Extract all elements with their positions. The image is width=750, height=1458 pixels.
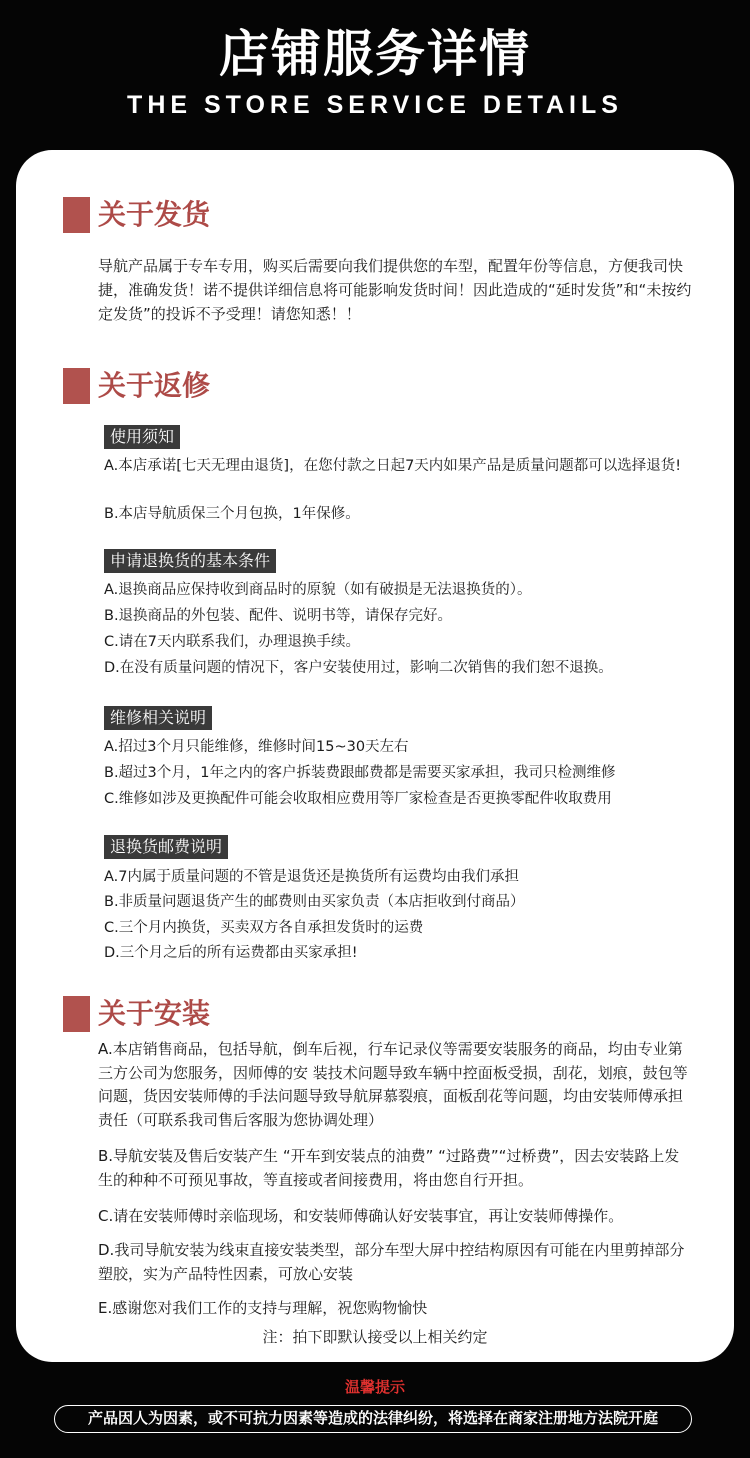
heading-marker [63, 368, 90, 404]
group-tag: 退换货邮费说明 [104, 835, 228, 859]
heading-marker [63, 197, 90, 233]
list-item: D.我司导航安装为线束直接安装类型，部分车型大屏中控结构原因有可能在内里剪掉部分塑胶，实为产品特性因素，可放心安装 [98, 1241, 685, 1283]
list-item: C.维修如涉及更换配件可能会收取相应费用等厂家检查是否更换零配件收取费用 [104, 791, 612, 807]
list-item: C.请在7天内联系我们，办理退换手续。 [104, 634, 360, 650]
list-item: B.超过3个月，1年之内的客户拆装费跟邮费都是需要买家承担，我司只检测维修 [104, 765, 616, 781]
list-item: C.三个月内换货，买卖双方各自承担发货时的运费 [104, 920, 424, 936]
section-heading: 关于发货 [98, 198, 211, 231]
list-item: B.非质量问题退货产生的邮费则由买家负责（本店拒收到付商品） [104, 894, 525, 910]
list-item: A.7内属于质量问题的不管是退货还是换货所有运费均由我们承担 [104, 869, 519, 885]
list-item: D.在没有质量问题的情况下，客户安装使用过，影响二次销售的我们恕不退换。 [104, 660, 613, 676]
page-title: 店铺服务详情 [219, 25, 531, 83]
list-item: A.本店销售商品，包括导航，倒车后视，行车记录仪等需要安装服务的商品，均由专业第三方公司为您服务，因师傅的安 装技术问题导致车辆中控面板受损，刮花，划痕，鼓包等问题，货因安装师傅的手法问题导致导航屏慕裂痕，面板刮花等问题，均由安装师傅承担责任（可联系我司售后客服为您协调处理） [98, 1040, 688, 1129]
agreement-note: 注：拍下即默认接受以上相关约定 [262, 1328, 488, 1346]
warm-tip: 温馨提示 [344, 1378, 405, 1396]
list-item: D.三个月之后的所有运费都由买家承担! [104, 945, 358, 961]
section-heading: 关于安装 [98, 997, 211, 1030]
list-item: A.招过3个月只能维修，维修时间15~30天左右 [104, 739, 409, 755]
section-heading: 关于返修 [98, 369, 211, 402]
group-tag: 维修相关说明 [104, 706, 212, 730]
list-item: B.导航安装及售后安装产生 “开车到安装点的油费” “过路费”“过桥费”，因去安装路上发生的种种不可预见事故，等直接或者间接费用，将由您自行开担。 [98, 1147, 680, 1189]
list-item: B.本店导航质保三个月包换，1年保修。 [104, 506, 360, 522]
shipping-text: 导航产品属于专车专用，购买后需要向我们提供您的车型，配置年份等信息，方便我司快捷，准确发货！诺不提供详细信息将可能影响发货时间！因此造成的“延时发货”和“未按约定发货”的投诉不予受理！请您知悉！！ [98, 257, 692, 323]
list-item: E.感谢您对我们工作的支持与理解，祝您购物愉快 [98, 1299, 428, 1317]
group-tag: 使用须知 [104, 425, 180, 449]
list-item: C.请在安装师傅时亲临现场，和安装师傅确认好安装事宜，再让安装师傅操作。 [98, 1207, 624, 1225]
list-item: A.退换商品应保持收到商品时的原貌（如有破损是无法退换货的）。 [104, 582, 532, 598]
legal-notice: 产品因人为因素，或不可抗力因素等造成的法律纠纷，将选择在商家注册地方法院开庭 [54, 1405, 692, 1433]
group-tag: 申请退换货的基本条件 [104, 549, 276, 573]
list-item: B.退换商品的外包装、配件、说明书等，请保存完好。 [104, 608, 453, 624]
heading-marker [63, 996, 90, 1032]
list-item: A.本店承诺[七天无理由退货]，在您付款之日起7天内如果产品是质量问题都可以选择退货! [104, 458, 682, 474]
page-subtitle: THE STORE SERVICE DETAILS [127, 91, 623, 119]
details-card [16, 150, 734, 1362]
